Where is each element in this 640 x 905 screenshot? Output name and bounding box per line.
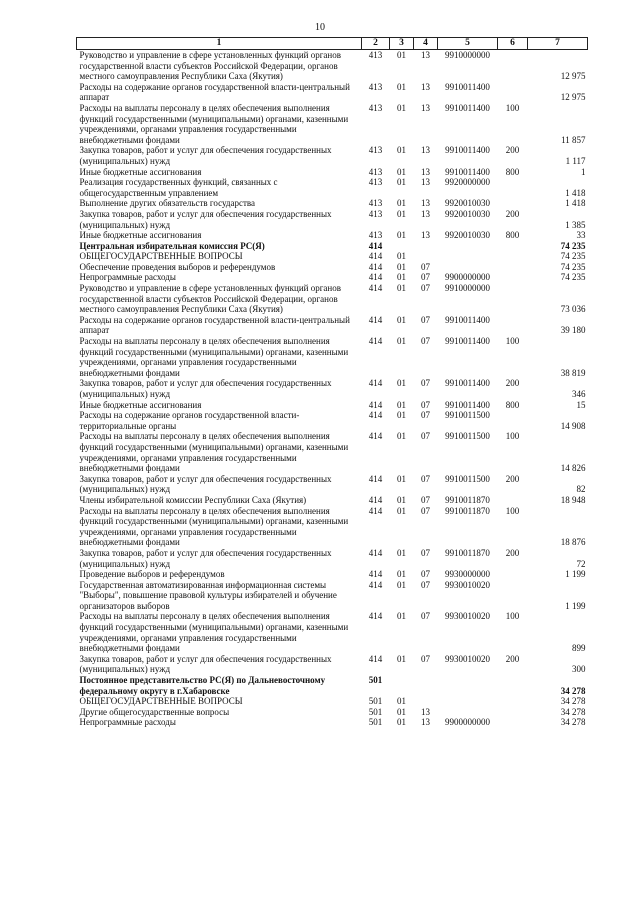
row-amount: 74 235 bbox=[560, 240, 586, 251]
row-name: Расходы на выплаты персоналу в целях обеспечения выполнения функций государственными (муниципальными) органами, казенными учреждениями, органами управления государственными внебюджетными фондами bbox=[79, 611, 349, 654]
row-admin-code: 414 bbox=[368, 272, 383, 283]
row-target-article: 9910011500 bbox=[445, 410, 490, 421]
row-amount: 73 036 bbox=[560, 304, 586, 315]
table-row bbox=[77, 548, 588, 569]
row-amount: 300 bbox=[572, 664, 586, 675]
row-target-article bbox=[438, 241, 498, 252]
row-section-code: 01 bbox=[397, 653, 406, 664]
header-col-6: 6 bbox=[498, 38, 528, 50]
row-name: Расходы на содержание органов государственной власти-территориальные органы bbox=[79, 410, 300, 431]
row-target-article bbox=[438, 675, 498, 696]
row-admin-code: 501 bbox=[368, 717, 383, 728]
row-section-code: 01 bbox=[397, 208, 406, 219]
row-subsection-code: 07 bbox=[421, 410, 430, 421]
table-row bbox=[77, 251, 588, 262]
row-admin-code: 414 bbox=[368, 378, 383, 389]
header-col-2: 2 bbox=[362, 38, 390, 50]
row-admin-code: 414 bbox=[368, 314, 383, 325]
row-name: Непрограммные расходы bbox=[79, 272, 176, 283]
row-name: Закупка товаров, работ и услуг для обеспечения государственных (муниципальных) нужд bbox=[79, 145, 332, 166]
row-section-code: 01 bbox=[397, 81, 406, 92]
row-name: Проведение выборов и референдумов bbox=[79, 569, 225, 580]
row-section-code: 01 bbox=[397, 272, 406, 283]
row-section-code: 01 bbox=[397, 314, 406, 325]
row-target-article: 9910011400 bbox=[445, 145, 490, 156]
table-row bbox=[77, 495, 588, 506]
table-row bbox=[77, 580, 588, 612]
row-expense-type bbox=[498, 315, 528, 336]
row-target-article: 9930000000 bbox=[445, 569, 490, 580]
row-admin-code: 414 bbox=[368, 431, 383, 442]
table-row bbox=[77, 272, 588, 283]
header-col-1: 1 bbox=[77, 38, 362, 50]
row-expense-type bbox=[498, 262, 528, 273]
row-section-code: 01 bbox=[397, 230, 406, 241]
row-name: Расходы на выплаты персоналу в целях обеспечения выполнения функций государственными (муниципальными) органами, казенными учреждениями, органами управления государственными внебюджетными фондами bbox=[79, 431, 349, 474]
row-section-code: 01 bbox=[397, 283, 406, 294]
row-target-article bbox=[438, 707, 498, 718]
row-admin-code: 414 bbox=[368, 410, 383, 421]
row-admin-code: 414 bbox=[368, 399, 383, 410]
row-name: Руководство и управление в сфере установленных функций органов государственной власти субъектов Российской Федерации, органов местного самоуправления Республики Саха (Якутия) bbox=[79, 50, 341, 82]
row-amount: 34 278 bbox=[560, 696, 586, 707]
row-amount: 74 235 bbox=[560, 261, 586, 272]
table-row bbox=[77, 315, 588, 336]
row-name: Обеспечение проведения выборов и референдумов bbox=[79, 261, 276, 272]
row-amount: 14 826 bbox=[560, 463, 586, 474]
row-target-article: 9910011400 bbox=[445, 166, 490, 177]
row-amount: 82 bbox=[576, 484, 586, 495]
row-section-code: 01 bbox=[397, 399, 406, 410]
row-expense-type: 200 bbox=[505, 547, 520, 558]
row-subsection-code: 07 bbox=[421, 505, 430, 516]
row-amount: 1 199 bbox=[565, 600, 586, 611]
row-target-article: 9920010030 bbox=[445, 208, 490, 219]
row-expense-type: 100 bbox=[505, 336, 520, 347]
row-expense-type: 200 bbox=[505, 145, 520, 156]
row-section-code: 01 bbox=[397, 336, 406, 347]
row-expense-type bbox=[498, 675, 528, 696]
row-admin-code: 501 bbox=[368, 706, 383, 717]
row-subsection-code bbox=[414, 241, 438, 252]
row-target-article: 9910000000 bbox=[445, 283, 490, 294]
row-expense-type bbox=[498, 283, 528, 315]
row-target-article: 9910011400 bbox=[445, 314, 490, 325]
row-expense-type: 200 bbox=[505, 473, 520, 484]
header-col-7: 7 bbox=[528, 38, 588, 50]
row-subsection-code: 13 bbox=[421, 230, 430, 241]
row-target-article: 9910011500 bbox=[445, 431, 490, 442]
table-row bbox=[77, 167, 588, 178]
row-subsection-code: 07 bbox=[421, 261, 430, 272]
row-admin-code: 413 bbox=[368, 50, 383, 60]
row-section-code: 01 bbox=[397, 505, 406, 516]
row-expense-type bbox=[498, 251, 528, 262]
row-name: Постоянное представительство РС(Я) по Дальневосточному федеральному округу в г.Хабаровске bbox=[79, 675, 326, 696]
row-admin-code: 413 bbox=[368, 208, 383, 219]
row-name: Иные бюджетные ассигнования bbox=[79, 166, 202, 177]
row-expense-type bbox=[498, 569, 528, 580]
row-amount: 1 bbox=[581, 166, 586, 177]
row-amount: 11 857 bbox=[561, 134, 586, 145]
row-target-article bbox=[438, 696, 498, 707]
row-expense-type bbox=[498, 177, 528, 198]
table-row bbox=[77, 707, 588, 718]
row-admin-code: 414 bbox=[368, 494, 383, 505]
row-target-article: 9900000000 bbox=[445, 717, 490, 728]
row-subsection-code: 13 bbox=[421, 145, 430, 156]
row-name: Руководство и управление в сфере установленных функций органов государственной власти субъектов Российской Федерации, органов местного самоуправления Республики Саха (Якутия) bbox=[79, 283, 341, 315]
row-subsection-code: 13 bbox=[421, 177, 430, 188]
row-expense-type bbox=[498, 696, 528, 707]
row-target-article: 9920010030 bbox=[445, 198, 490, 209]
table-row bbox=[77, 696, 588, 707]
row-admin-code: 413 bbox=[368, 102, 383, 113]
row-amount: 1 199 bbox=[565, 569, 586, 580]
row-section-code: 01 bbox=[397, 569, 406, 580]
row-name: Выполнение других обязательств государства bbox=[79, 198, 256, 209]
row-subsection-code: 13 bbox=[421, 50, 430, 60]
row-expense-type bbox=[498, 272, 528, 283]
header-col-3: 3 bbox=[390, 38, 414, 50]
row-expense-type: 800 bbox=[505, 166, 520, 177]
row-target-article: 9900000000 bbox=[445, 272, 490, 283]
row-amount: 72 bbox=[576, 558, 586, 569]
row-section-code: 01 bbox=[397, 706, 406, 717]
table-row bbox=[77, 145, 588, 166]
row-target-article: 9930010020 bbox=[445, 653, 490, 664]
row-subsection-code: 13 bbox=[421, 717, 430, 728]
row-subsection-code: 07 bbox=[421, 473, 430, 484]
table-row bbox=[77, 717, 588, 728]
row-name: Члены избирательной комиссии Республики Саха (Якутия) bbox=[79, 494, 307, 505]
row-name: Расходы на содержание органов государственной власти-центральный аппарат bbox=[79, 81, 350, 103]
row-expense-type: 800 bbox=[505, 230, 520, 241]
row-section-code: 01 bbox=[397, 166, 406, 177]
row-name: Расходы на выплаты персоналу в целях обеспечения выполнения функций государственными (муниципальными) органами, казенными учреждениями, органами управления государственными внебюджетными фондами bbox=[79, 505, 349, 548]
row-section-code: 01 bbox=[397, 145, 406, 156]
row-section-code: 01 bbox=[397, 251, 406, 262]
page-number: 10 bbox=[315, 22, 325, 33]
row-amount: 39 180 bbox=[560, 325, 586, 336]
row-section-code: 01 bbox=[397, 378, 406, 389]
row-admin-code: 414 bbox=[368, 505, 383, 516]
table-row bbox=[77, 378, 588, 399]
row-expense-type: 800 bbox=[505, 399, 520, 410]
row-subsection-code: 07 bbox=[421, 579, 430, 590]
row-admin-code: 414 bbox=[368, 336, 383, 347]
table-row bbox=[77, 103, 588, 145]
row-admin-code: 414 bbox=[368, 240, 383, 251]
row-target-article: 9910000000 bbox=[445, 50, 490, 60]
header-col-5: 5 bbox=[438, 38, 498, 50]
row-section-code bbox=[390, 675, 414, 696]
row-section-code: 01 bbox=[397, 473, 406, 484]
table-row bbox=[77, 474, 588, 495]
row-subsection-code: 07 bbox=[421, 569, 430, 580]
row-target-article: 9910011500 bbox=[445, 473, 490, 484]
row-amount: 12 975 bbox=[560, 92, 586, 103]
row-amount: 18 948 bbox=[560, 494, 586, 505]
row-section-code: 01 bbox=[397, 410, 406, 421]
table-header bbox=[77, 38, 588, 50]
row-admin-code: 501 bbox=[368, 675, 383, 686]
row-expense-type: 200 bbox=[505, 653, 520, 664]
row-name: Другие общегосударственные вопросы bbox=[79, 706, 230, 717]
row-admin-code: 414 bbox=[368, 261, 383, 272]
row-admin-code: 413 bbox=[368, 177, 383, 188]
row-name: Непрограммные расходы bbox=[79, 717, 176, 728]
row-subsection-code: 07 bbox=[421, 611, 430, 622]
row-expense-type bbox=[498, 495, 528, 506]
row-name: Закупка товаров, работ и услуг для обеспечения государственных (муниципальных) нужд bbox=[79, 208, 332, 230]
row-amount: 74 235 bbox=[560, 251, 586, 262]
row-subsection-code bbox=[414, 251, 438, 262]
row-name: Иные бюджетные ассигнования bbox=[79, 230, 202, 241]
row-name: Закупка товаров, работ и услуг для обеспечения государственных (муниципальных) нужд bbox=[79, 473, 332, 495]
row-name: Расходы на выплаты персоналу в целях обеспечения выполнения функций государственными (муниципальными) органами, казенными учреждениями, органами управления государственными внебюджетными фондами bbox=[79, 336, 349, 378]
row-admin-code: 414 bbox=[368, 653, 383, 664]
row-target-article: 9910011400 bbox=[445, 399, 490, 410]
row-target-article: 9920000000 bbox=[445, 177, 490, 188]
row-subsection-code: 13 bbox=[421, 102, 430, 113]
row-name: Центральная избирательная комиссия РС(Я) bbox=[79, 240, 265, 251]
row-target-article bbox=[438, 262, 498, 273]
row-amount: 346 bbox=[572, 389, 586, 399]
row-section-code: 01 bbox=[397, 547, 406, 558]
row-subsection-code: 07 bbox=[421, 653, 430, 664]
row-expense-type bbox=[498, 198, 528, 209]
row-name: Реализация государственных функций, связанных с общегосударственным управлением bbox=[79, 177, 278, 198]
row-expense-type bbox=[498, 410, 528, 431]
row-amount: 1 418 bbox=[565, 198, 586, 209]
table-row bbox=[77, 336, 588, 378]
row-expense-type: 100 bbox=[505, 611, 520, 622]
table-row bbox=[77, 431, 588, 473]
row-name: Государственная автоматизированная информационная системы "Выборы", повышение правовой культуры избирателей и обучение организаторов выборов bbox=[79, 579, 337, 611]
row-target-article: 9920010030 bbox=[445, 230, 490, 241]
table-row bbox=[77, 198, 588, 209]
row-amount: 34 278 bbox=[560, 685, 586, 696]
table-row bbox=[77, 241, 588, 252]
budget-table bbox=[76, 37, 588, 728]
table-row bbox=[77, 82, 588, 103]
row-subsection-code: 13 bbox=[421, 166, 430, 177]
row-amount: 12 975 bbox=[560, 71, 586, 82]
row-amount: 34 278 bbox=[560, 717, 586, 728]
row-target-article: 9910011870 bbox=[445, 547, 490, 558]
row-target-article bbox=[438, 251, 498, 262]
table-row bbox=[77, 569, 588, 580]
row-amount: 34 278 bbox=[560, 706, 586, 717]
row-name: Закупка товаров, работ и услуг для обеспечения государственных (муниципальных) нужд bbox=[79, 378, 332, 399]
row-name: Расходы на выплаты персоналу в целях обеспечения выполнения функций государственными (муниципальными) органами, казенными учреждениями, органами управления государственными внебюджетными фондами bbox=[79, 102, 349, 145]
row-admin-code: 414 bbox=[368, 251, 383, 262]
row-admin-code: 414 bbox=[368, 579, 383, 590]
row-amount: 38 819 bbox=[560, 367, 586, 378]
row-expense-type bbox=[498, 50, 528, 82]
row-subsection-code: 07 bbox=[421, 272, 430, 283]
row-section-code: 01 bbox=[397, 717, 406, 728]
row-section-code: 01 bbox=[397, 102, 406, 113]
row-admin-code: 414 bbox=[368, 473, 383, 484]
header-col-4: 4 bbox=[414, 38, 438, 50]
table-row bbox=[77, 177, 588, 198]
table-row bbox=[77, 283, 588, 315]
table-row bbox=[77, 230, 588, 241]
row-target-article: 9910011400 bbox=[445, 378, 490, 389]
row-admin-code: 414 bbox=[368, 611, 383, 622]
row-subsection-code: 13 bbox=[421, 198, 430, 209]
table-row bbox=[77, 209, 588, 230]
row-expense-type: 100 bbox=[505, 505, 520, 516]
row-name: ОБЩЕГОСУДАРСТВЕННЫЕ ВОПРОСЫ bbox=[79, 696, 243, 707]
row-expense-type bbox=[498, 580, 528, 612]
row-target-article: 9910011400 bbox=[445, 336, 490, 347]
row-section-code: 01 bbox=[397, 494, 406, 505]
row-section-code bbox=[390, 241, 414, 252]
row-expense-type: 200 bbox=[505, 208, 520, 219]
row-subsection-code: 07 bbox=[421, 378, 430, 389]
row-target-article: 9930010020 bbox=[445, 579, 490, 590]
table-row bbox=[77, 654, 588, 675]
row-section-code: 01 bbox=[397, 696, 406, 707]
row-amount: 74 235 bbox=[560, 272, 586, 283]
row-target-article: 9910011870 bbox=[445, 505, 490, 516]
row-expense-type: 100 bbox=[505, 102, 520, 113]
row-target-article: 9910011870 bbox=[445, 494, 490, 505]
row-admin-code: 413 bbox=[368, 81, 383, 92]
row-target-article: 9930010020 bbox=[445, 611, 490, 622]
row-admin-code: 413 bbox=[368, 145, 383, 156]
row-name: Закупка товаров, работ и услуг для обеспечения государственных (муниципальных) нужд bbox=[79, 653, 332, 675]
row-expense-type bbox=[498, 241, 528, 252]
row-expense-type bbox=[498, 82, 528, 103]
table-row bbox=[77, 611, 588, 653]
row-subsection-code: 07 bbox=[421, 547, 430, 558]
row-section-code: 01 bbox=[397, 50, 406, 60]
row-section-code: 01 bbox=[397, 177, 406, 188]
row-expense-type: 100 bbox=[505, 431, 520, 442]
row-subsection-code: 07 bbox=[421, 314, 430, 325]
row-subsection-code: 13 bbox=[421, 81, 430, 92]
row-admin-code: 414 bbox=[368, 283, 383, 294]
row-amount: 899 bbox=[572, 643, 586, 654]
row-amount: 1 418 bbox=[565, 187, 586, 198]
table-row bbox=[77, 50, 588, 82]
row-subsection-code: 13 bbox=[421, 208, 430, 219]
row-admin-code: 414 bbox=[368, 547, 383, 558]
row-amount: 15 bbox=[576, 399, 586, 410]
table-body bbox=[77, 50, 588, 729]
row-target-article: 9910011400 bbox=[445, 102, 490, 113]
row-amount: 14 908 bbox=[560, 420, 586, 431]
row-section-code: 01 bbox=[397, 198, 406, 209]
row-subsection-code: 07 bbox=[421, 336, 430, 347]
row-admin-code: 501 bbox=[368, 696, 383, 707]
row-section-code: 01 bbox=[397, 261, 406, 272]
table-row bbox=[77, 675, 588, 696]
row-expense-type: 200 bbox=[505, 378, 520, 389]
row-amount: 1 385 bbox=[565, 219, 586, 230]
row-subsection-code: 07 bbox=[421, 399, 430, 410]
row-admin-code: 413 bbox=[368, 166, 383, 177]
row-admin-code: 413 bbox=[368, 230, 383, 241]
row-admin-code: 413 bbox=[368, 198, 383, 209]
row-expense-type bbox=[498, 707, 528, 718]
row-section-code: 01 bbox=[397, 431, 406, 442]
row-section-code: 01 bbox=[397, 579, 406, 590]
row-name: Иные бюджетные ассигнования bbox=[79, 399, 202, 410]
row-subsection-code: 13 bbox=[421, 706, 430, 717]
row-name: Расходы на содержание органов государственной власти-центральный аппарат bbox=[79, 314, 350, 336]
row-subsection-code: 07 bbox=[421, 431, 430, 442]
row-subsection-code: 07 bbox=[421, 283, 430, 294]
row-expense-type bbox=[498, 717, 528, 728]
table-row bbox=[77, 262, 588, 273]
row-name: ОБЩЕГОСУДАРСТВЕННЫЕ ВОПРОСЫ bbox=[79, 251, 243, 262]
table-row bbox=[77, 506, 588, 548]
table-row bbox=[77, 410, 588, 431]
row-name: Закупка товаров, работ и услуг для обеспечения государственных (муниципальных) нужд bbox=[79, 547, 332, 569]
row-amount: 1 117 bbox=[565, 155, 586, 166]
row-section-code: 01 bbox=[397, 611, 406, 622]
row-subsection-code: 07 bbox=[421, 494, 430, 505]
row-subsection-code bbox=[414, 675, 438, 696]
header-row bbox=[77, 38, 588, 50]
row-admin-code: 414 bbox=[368, 569, 383, 580]
row-amount: 33 bbox=[576, 230, 586, 241]
row-target-article: 9910011400 bbox=[445, 81, 490, 92]
row-amount: 18 876 bbox=[560, 537, 586, 548]
table-row bbox=[77, 400, 588, 411]
row-subsection-code bbox=[414, 696, 438, 707]
